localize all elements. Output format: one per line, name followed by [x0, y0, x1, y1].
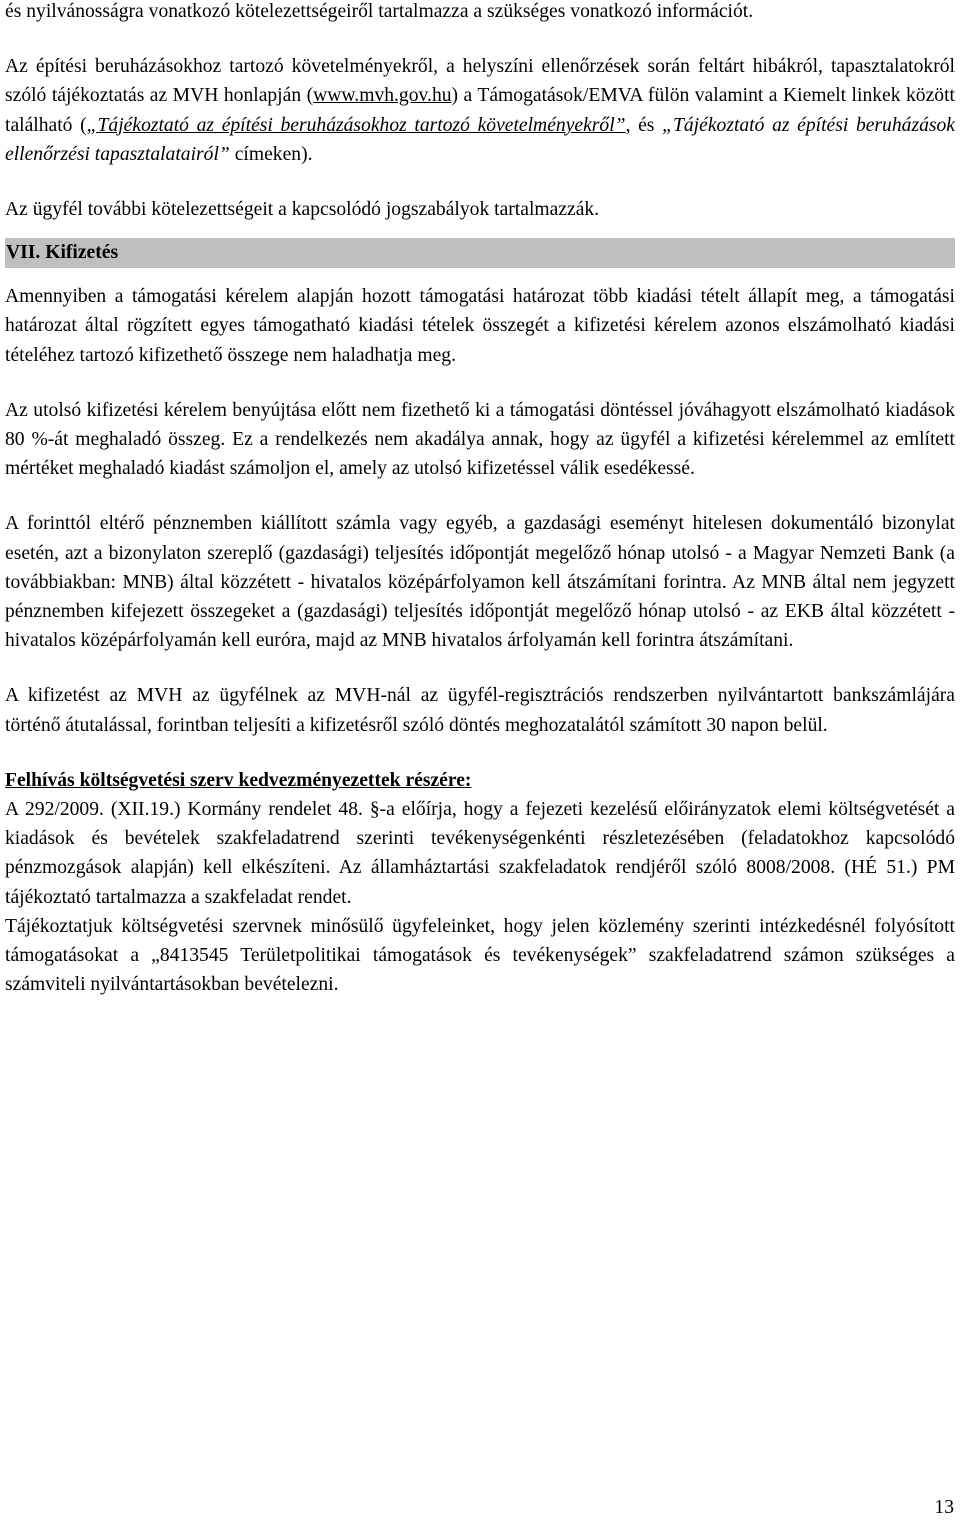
quote-inspection-title: „Tájékoztató az építési beruházások ellenőrzési tapasztalatairól”: [5, 114, 955, 165]
page-number: 13: [934, 1497, 954, 1518]
text-span: Az építési beruházásokhoz tartozó követelményekről, a helyszíni ellenőrzések során feltárt hibákról, tapasztalatokról szóló tájékoztatás az MVH honlapján (: [5, 56, 955, 107]
paragraph-intro-continuation: és nyilvánosságra vonatkozó kötelezettségeiről tartalmazza a szükséges vonatkozó információt.: [5, 1, 754, 22]
paragraph-construction-info: [5, 52, 955, 169]
paragraph-government-decree: A 292/2009. (XII.19.) Kormány rendelet 48. §-a előírja, hogy a fejezeti kezelésű előirányzatok elemi költségvetését a kiadások és bevételek szakfeladatrend szerinti tevékenységenkénti részletezésében (feladatokhoz kapcsolódó pénzmozgások alapján) kell elkészíteni. Az államháztartási szakfeladatok rendjéről szóló 8008/2008. (HÉ 51.) PM tájékoztató tartalmazza a szakfeladat rendet.: [5, 799, 955, 908]
bold-heading-budget-bodies: Felhívás költségvetési szerv kedvezményezettek részére:: [5, 769, 472, 791]
paragraph-final-payment: Az utolsó kifizetési kérelem benyújtása előtt nem fizethető ki a támogatási döntéssel jóváhagyott elszámolható kiadások 80 %-át meghaladó összeg. Ez a rendelkezés nem akadálya annak, hogy az ügyfél a kifizetési kérelemmel az említett mértéket meghaladó kiadást számoljon el, amely az utolsó kifizetéssel válik esedékessé.: [5, 399, 955, 480]
text-span: címeken).: [229, 143, 313, 165]
paragraph-budget-clients: Tájékoztatjuk költségvetési szervnek minősülő ügyfeleinket, hogy jelen közlemény szerinti intézkedésnél folyósított támogatásokat a „8413545 Területpolitikai támogatások és tevékenységek” szakfeladatrend számon szükséges a számviteli nyilvántartásokban bevételezni.: [5, 915, 955, 996]
text-span: , és: [625, 114, 663, 136]
mvh-website-link[interactable]: www.mvh.gov.hu: [313, 85, 452, 107]
document-page: [5, 0, 955, 999]
quote-requirements-title: „Tájékoztató az építési beruházásokhoz tartozó követelményekről”: [86, 114, 626, 136]
section-heading-payment: VII. Kifizetés: [5, 238, 955, 268]
paragraph-expense-items: Amennyiben a támogatási kérelem alapján hozott támogatási határozat több kiadási tételt állapít meg, a támogatási határozat által rögzített egyes támogatható kiadási tételek összegét a kifizetési kérelem azonos elszámolható kiadási tételéhez tartozó kifizethető összege nem haladhatja meg.: [5, 286, 955, 366]
paragraph-payment-transfer: A kifizetést az MVH az ügyfélnek az MVH-nál az ügyfél-regisztrációs rendszerben nyilvántartott bankszámlájára történő átutalással, forintban teljesíti a kifizetésről szóló döntés meghozatalától számított 30 napon belül.: [5, 685, 955, 736]
paragraph-currency-conversion: A forinttól eltérő pénznemben kiállított számla vagy egyéb, a gazdasági eseményt hitelesen dokumentáló bizonylat esetén, azt a bizonylaton szereplő (gazdasági) teljesítés időpontját megelőző hónap utolsó - a Magyar Nemzeti Bank (a továbbiakban: MNB) által közzétett - hivatalos középárfolyamon kell átszámítani forintra. Az MNB által nem jegyzett pénznemben kifejezett összegeket a (gazdasági) teljesítés időpontját megelőző hónap utolsó - az EKB által közzétett - hivatalos középárfolyamán kell euróra, majd az MNB hivatalos árfolyamán kell forintra átszámítani.: [5, 513, 955, 652]
text-span: ) a Támogatások/EMVA fülön valamint a Kiemelt linkek között található (: [5, 85, 955, 136]
paragraph-further-obligations: Az ügyfél további kötelezettségeit a kapcsolódó jogszabályok tartalmazzák.: [5, 199, 600, 221]
